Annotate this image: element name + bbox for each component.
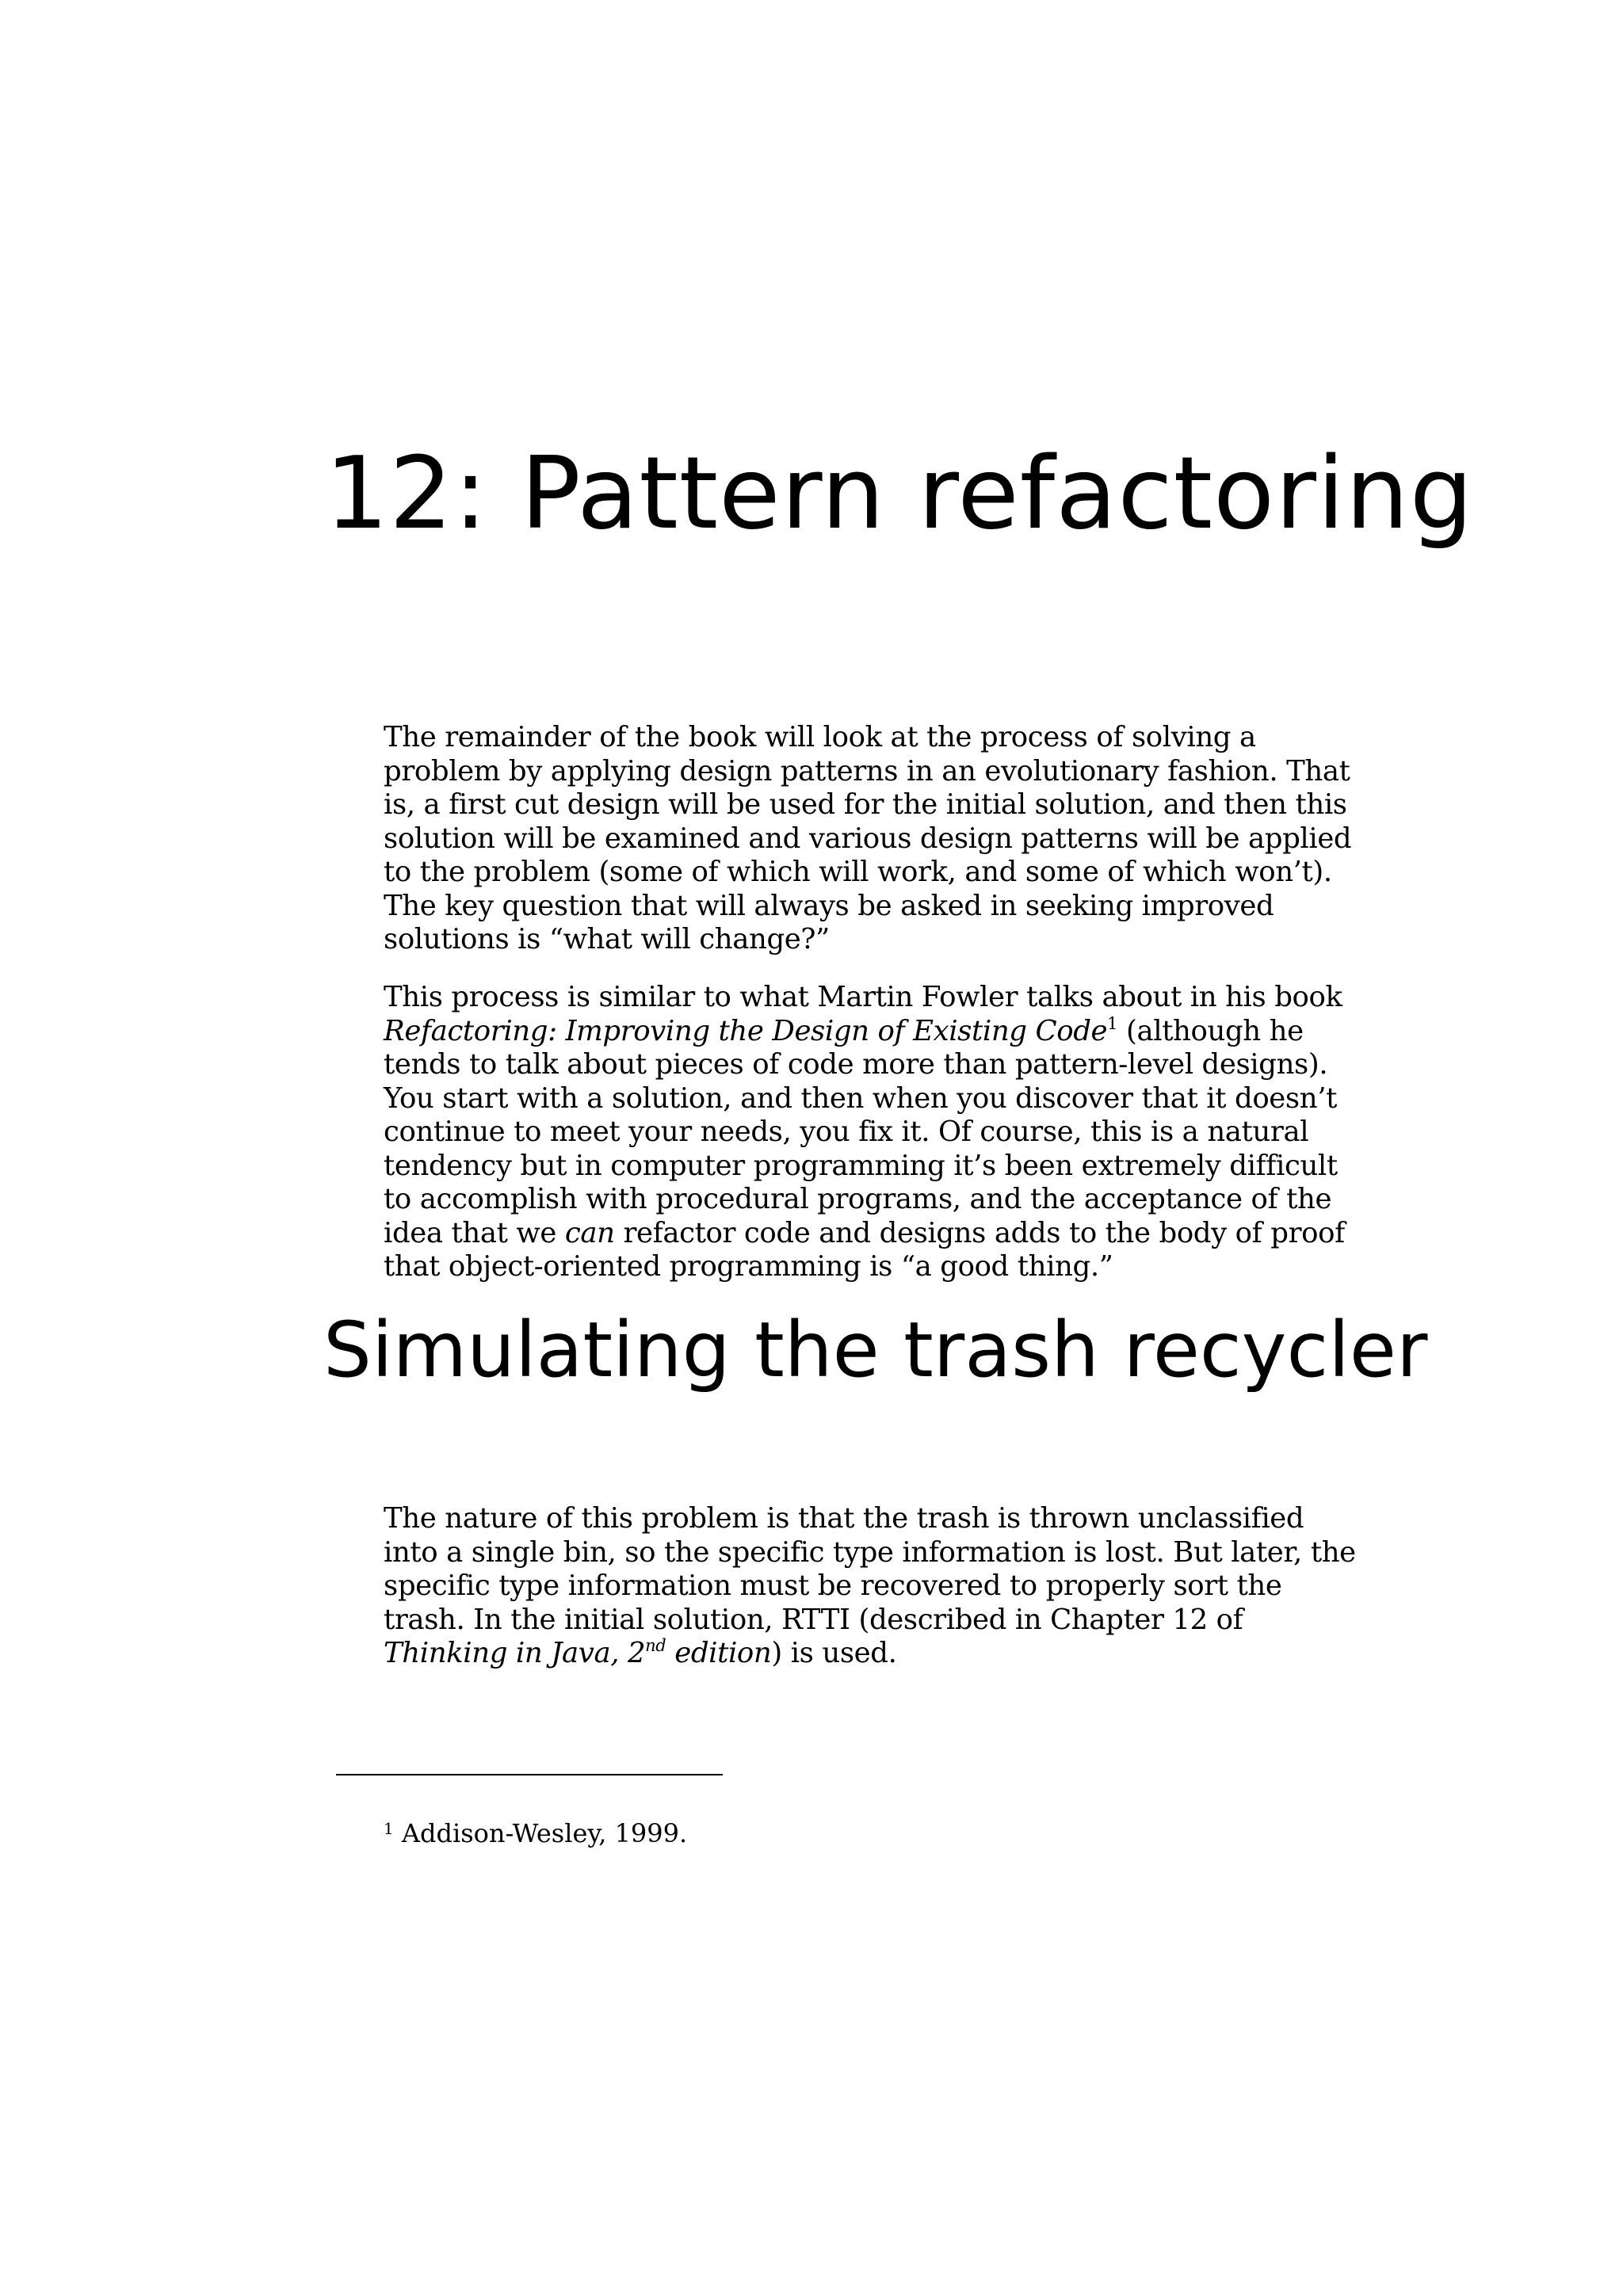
footnote-text: Addison-Wesley, 1999. — [393, 1818, 688, 1848]
intro-paragraph-2 — [384, 981, 1358, 1284]
section-title-line1: Simulating the trash — [323, 1306, 1099, 1394]
book-title-thinking-in-java-text: Thinking in Java, 2 — [384, 1637, 646, 1669]
chapter-title-line2: refactoring — [918, 435, 1474, 551]
footnote — [384, 1817, 687, 1849]
section-title-line2: recycler — [1123, 1306, 1428, 1394]
section-paragraph-text-a: The nature of this problem is that the trash is thrown unclassified into a single bin, so the specific type information is lost. But later, the specific type information must be recovered to properly sort the trash. In the initial solution, RTTI (described in Chapter 12 of — [384, 1502, 1356, 1636]
footnote-number: 1 — [384, 1819, 394, 1838]
book-title-refactoring: Refactoring: Improving the Design of Existing Code — [384, 1014, 1108, 1047]
section-paragraph-1 — [384, 1502, 1358, 1671]
emphasis-can: can — [564, 1216, 615, 1249]
intro-paragraph-1: The remainder of the book will look at the process of solving a problem by applying design patterns in an evolutionary fashion. That is, a first cut design will be used for the initial solution, and then this solution will be examined and various design patterns will be applied to the problem (some of which will work, and some of which won’t). The key question that will always be asked in seeking improved solutions is “what will change?” — [384, 721, 1352, 955]
section-paragraph-text-b: ) is used. — [771, 1637, 897, 1669]
section-title — [323, 1306, 1620, 1394]
book-title-thinking-in-java — [384, 1637, 771, 1669]
intro-paragraph-2-text-a: This process is similar to what Martin Fowler talks about in his book — [384, 981, 1342, 1013]
book-title-edition: edition — [666, 1637, 772, 1669]
chapter-title-line1: 12: Pattern — [325, 435, 886, 551]
edition-superscript: nd — [645, 1636, 666, 1655]
intro-paragraph-2-text-c: refactor code and designs adds to the body of proof that object-oriented programming is “a good thing.” — [384, 1216, 1345, 1283]
footnote-reference: 1 — [1107, 1013, 1118, 1033]
chapter-title — [325, 428, 1575, 559]
footnote-divider — [336, 1774, 723, 1775]
intro-paragraph-2-text-b: (although he tends to talk about pieces of code more than pattern-level designs). You start with a solution, and then when you discover that it doesn’t continue to meet your needs, you fix it. Of course, this is a natural tendency but in computer programming it’s been extremely difficult to accomplish with procedural programs, and the acceptance of the idea that we — [384, 1014, 1338, 1249]
